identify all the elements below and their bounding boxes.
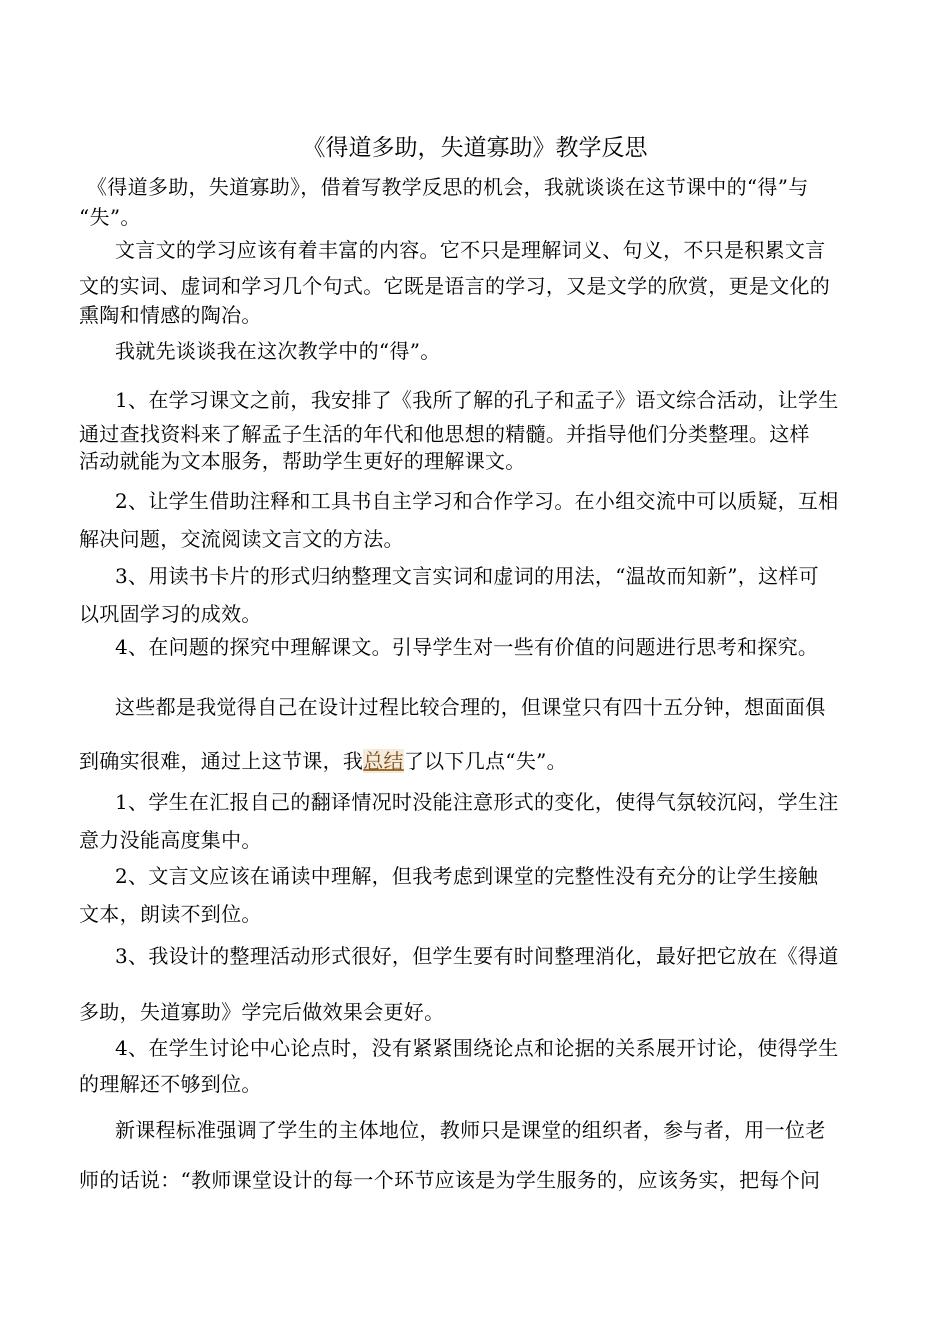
text-line: 多助，失道寡助》学完后做效果会更好。	[79, 1000, 445, 1024]
text-line	[79, 734, 879, 788]
loss-item-4	[79, 1030, 879, 1102]
paragraph-4	[79, 1105, 879, 1205]
paragraph-3	[79, 680, 879, 788]
gain-item-4	[79, 632, 879, 662]
loss-item-2	[79, 857, 879, 933]
gain-item-3	[79, 557, 879, 633]
text-segment: 了以下几点“失”。	[403, 749, 567, 773]
intro-paragraph	[79, 172, 879, 232]
text-line: 意力没能高度集中。	[79, 828, 262, 852]
text-line: 《得道多助，失道寡助》，借着写教学反思的机会，我就谈谈在这节课中的“得”与	[87, 175, 809, 199]
text-line: 4、在学生讨论中心论点时，没有紧紧围绕论点和论据的关系展开讨论，使得学生	[115, 1036, 839, 1060]
text-line: 新课程标准强调了学生的主体地位，教师只是课堂的组织者，参与者，用一位老	[115, 1118, 826, 1142]
text-segment: 到确实很难，通过上这节课，我	[79, 749, 364, 773]
text-line: 的理解还不够到位。	[79, 1072, 262, 1096]
text-line: “失”。	[79, 205, 141, 229]
text-line: 文本，朗读不到位。	[79, 902, 262, 926]
text-line: 解决问题，交流阅读文言文的方法。	[79, 527, 404, 551]
gain-item-1	[79, 383, 879, 478]
text-line: 以巩固学习的成效。	[79, 602, 262, 626]
text-line: 这些都是我觉得自己在设计过程比较合理的，但课堂只有四十五分钟，想面面俱	[115, 695, 826, 719]
text-line: 师的话说：“教师课堂设计的每一个环节应该是为学生服务的，应该务实，把每个问	[79, 1168, 821, 1192]
text-line: 活动就能为文本服务，帮助学生更好的理解课文。	[79, 449, 526, 473]
text-line: 4、在问题的探究中理解课文。引导学生对一些有价值的问题进行思考和探究。	[115, 635, 819, 659]
text-line: 2、文言文应该在诵读中理解，但我考虑到课堂的完整性没有充分的让学生接触	[115, 864, 819, 888]
text-line: 文的实词、虚词和学习几个句式。它既是语言的学习，又是文学的欣赏，更是文化的	[79, 274, 831, 298]
text-line: 熏陶和情感的陶冶。	[79, 303, 262, 327]
text-line: 1、在学习课文之前，我安排了《我所了解的孔子和孟子》语文综合活动，让学生	[115, 388, 839, 412]
summary-link[interactable]: 总结	[363, 749, 404, 773]
gain-item-2	[79, 482, 879, 558]
loss-item-3	[79, 928, 879, 1040]
text-line: 文言文的学习应该有着丰富的内容。它不只是理解词义、句义，不只是积累文言	[115, 238, 826, 262]
paragraph-1	[79, 232, 879, 333]
page-title: 《得道多助，失道寡助》教学反思	[302, 135, 648, 161]
text-line: 3、用读书卡片的形式归纳整理文言实词和虚词的用法，“温故而知新”，这样可	[115, 564, 819, 588]
text-line: 3、我设计的整理活动形式很好，但学生要有时间整理消化，最好把它放在《得道	[115, 944, 839, 968]
text-line: 通过查找资料来了解孟子生活的年代和他思想的精髓。并指导他们分类整理。这样	[79, 422, 810, 446]
text-line: 1、学生在汇报自己的翻译情况时没能注意形式的变化，使得气氛较沉闷，学生注	[115, 790, 839, 814]
paragraph-2	[79, 336, 879, 366]
text-line: 2、让学生借助注释和工具书自主学习和合作学习。在小组交流中可以质疑，互相	[115, 489, 839, 513]
text-line: 我就先谈谈我在这次教学中的“得”。	[115, 339, 441, 363]
loss-item-1	[79, 783, 879, 859]
